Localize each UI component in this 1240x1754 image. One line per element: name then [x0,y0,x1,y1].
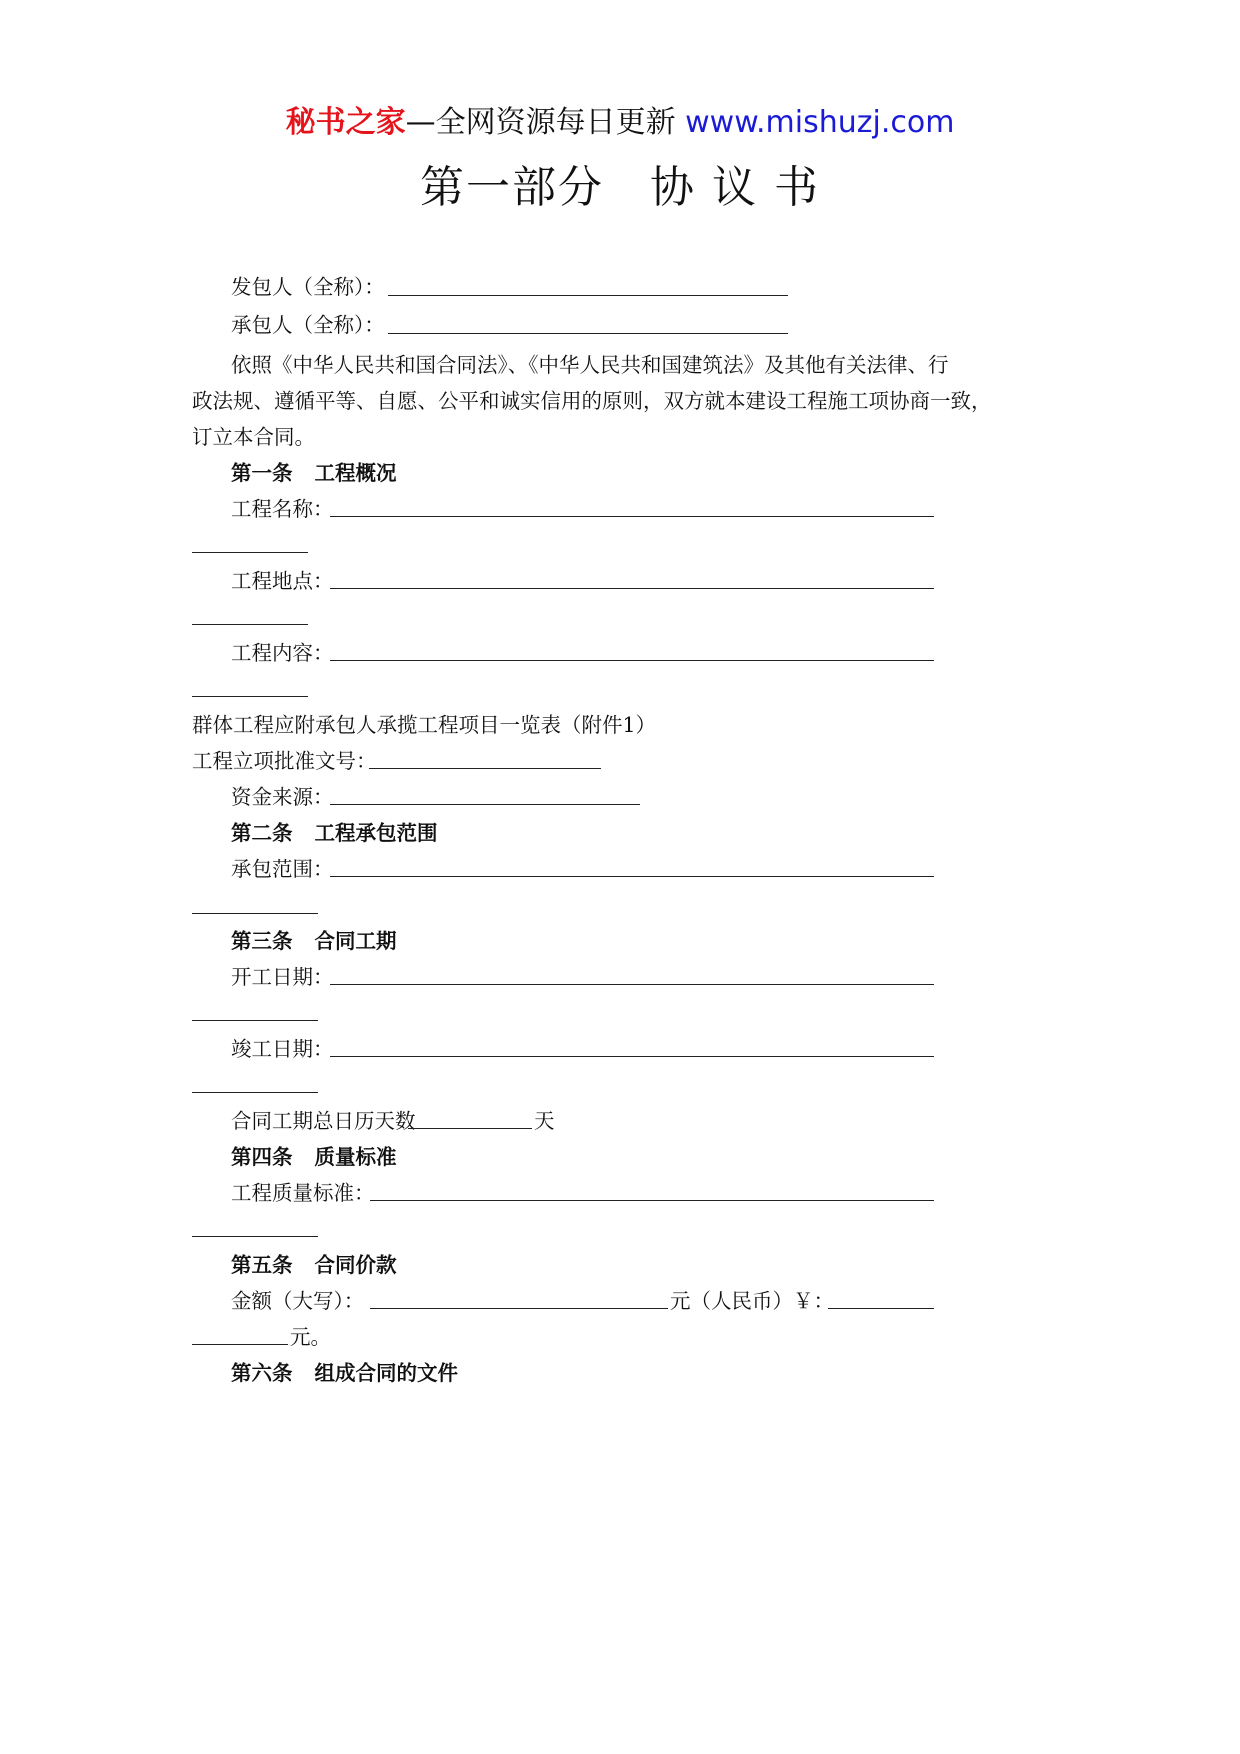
amount-end-unit: 元。 [290,1325,331,1349]
finish-date-blank-cont [192,1092,318,1093]
article-3-number: 第三条 [231,929,293,953]
document-title: 第一部分 协 议 书 [420,162,820,213]
approval-number-label: 工程立项批准文号： [192,749,377,773]
funding-source-blank [330,804,640,805]
article-6-heading [231,1358,458,1388]
article-1-heading [231,458,397,488]
project-location-label: 工程地点： [231,569,334,593]
total-days-unit: 天 [534,1109,555,1133]
finish-date-blank [330,1056,934,1057]
article-2-number: 第二条 [231,821,293,845]
finish-date-label: 竣工日期： [231,1037,334,1061]
quality-standard-blank [370,1200,934,1201]
article-1-number: 第一条 [231,461,293,485]
article-5-title: 合同价款 [314,1253,397,1277]
funding-source-label: 资金来源： [231,785,334,809]
intro-line-2: 政法规、遵循平等、自愿、公平和诚实信用的原则，双方就本建设工程施工项协商一致， [192,389,992,413]
site-url: www.mishuzj.com [685,105,955,140]
site-header [0,102,1240,144]
article-6-number: 第六条 [231,1361,293,1385]
amount-words-label: 金额（大写）： [231,1289,365,1313]
article-4-title: 质量标准 [314,1145,397,1169]
article-6-title: 组成合同的文件 [314,1361,458,1385]
article-3-title: 合同工期 [314,929,397,953]
project-content-blank-cont [192,696,308,697]
site-slogan: —全网资源每日更新 [405,105,676,140]
project-content-blank [330,660,934,661]
scope-blank [330,876,934,877]
site-brand: 秘书之家 [285,105,406,140]
contractor-blank [388,333,788,334]
project-name-label: 工程名称： [231,497,334,521]
article-5-heading [231,1250,397,1280]
article-4-number: 第四条 [231,1145,293,1169]
article-2-heading [231,818,438,848]
article-5-number: 第五条 [231,1253,293,1277]
amount-rmb-label: 元（人民币）￥： [670,1289,834,1313]
scope-label: 承包范围： [231,857,334,881]
approval-number-blank [369,768,601,769]
amount-rmb-blank [828,1308,934,1309]
article-2-title: 工程承包范围 [314,821,438,845]
article-3-heading [231,926,397,956]
employer-label: 发包人（全称）： [231,275,385,299]
contractor-label: 承包人（全称）： [231,313,385,337]
start-date-blank [330,984,934,985]
project-location-blank [330,588,934,589]
intro-line-3: 订立本合同。 [192,425,315,449]
intro-line-1: 依照《中华人民共和国合同法》、《中华人民共和国建筑法》及其他有关法律、行 [231,353,949,377]
project-name-blank-cont [192,552,308,553]
total-days-blank [408,1128,532,1129]
article-4-heading [231,1142,397,1172]
amount-rmb-blank-cont [192,1344,288,1345]
start-date-label: 开工日期： [231,965,334,989]
article-1-title: 工程概况 [314,461,397,485]
quality-standard-blank-cont [192,1236,318,1237]
amount-words-blank [370,1308,668,1309]
scope-blank-cont [192,913,318,914]
employer-blank [388,295,788,296]
project-content-label: 工程内容： [231,641,334,665]
group-project-note: 群体工程应附承包人承揽工程项目一览表（附件1） [192,713,657,737]
start-date-blank-cont [192,1020,318,1021]
project-name-blank [330,516,934,517]
quality-standard-label: 工程质量标准： [231,1181,375,1205]
total-days-label: 合同工期总日历天数 [231,1109,416,1133]
project-location-blank-cont [192,624,308,625]
